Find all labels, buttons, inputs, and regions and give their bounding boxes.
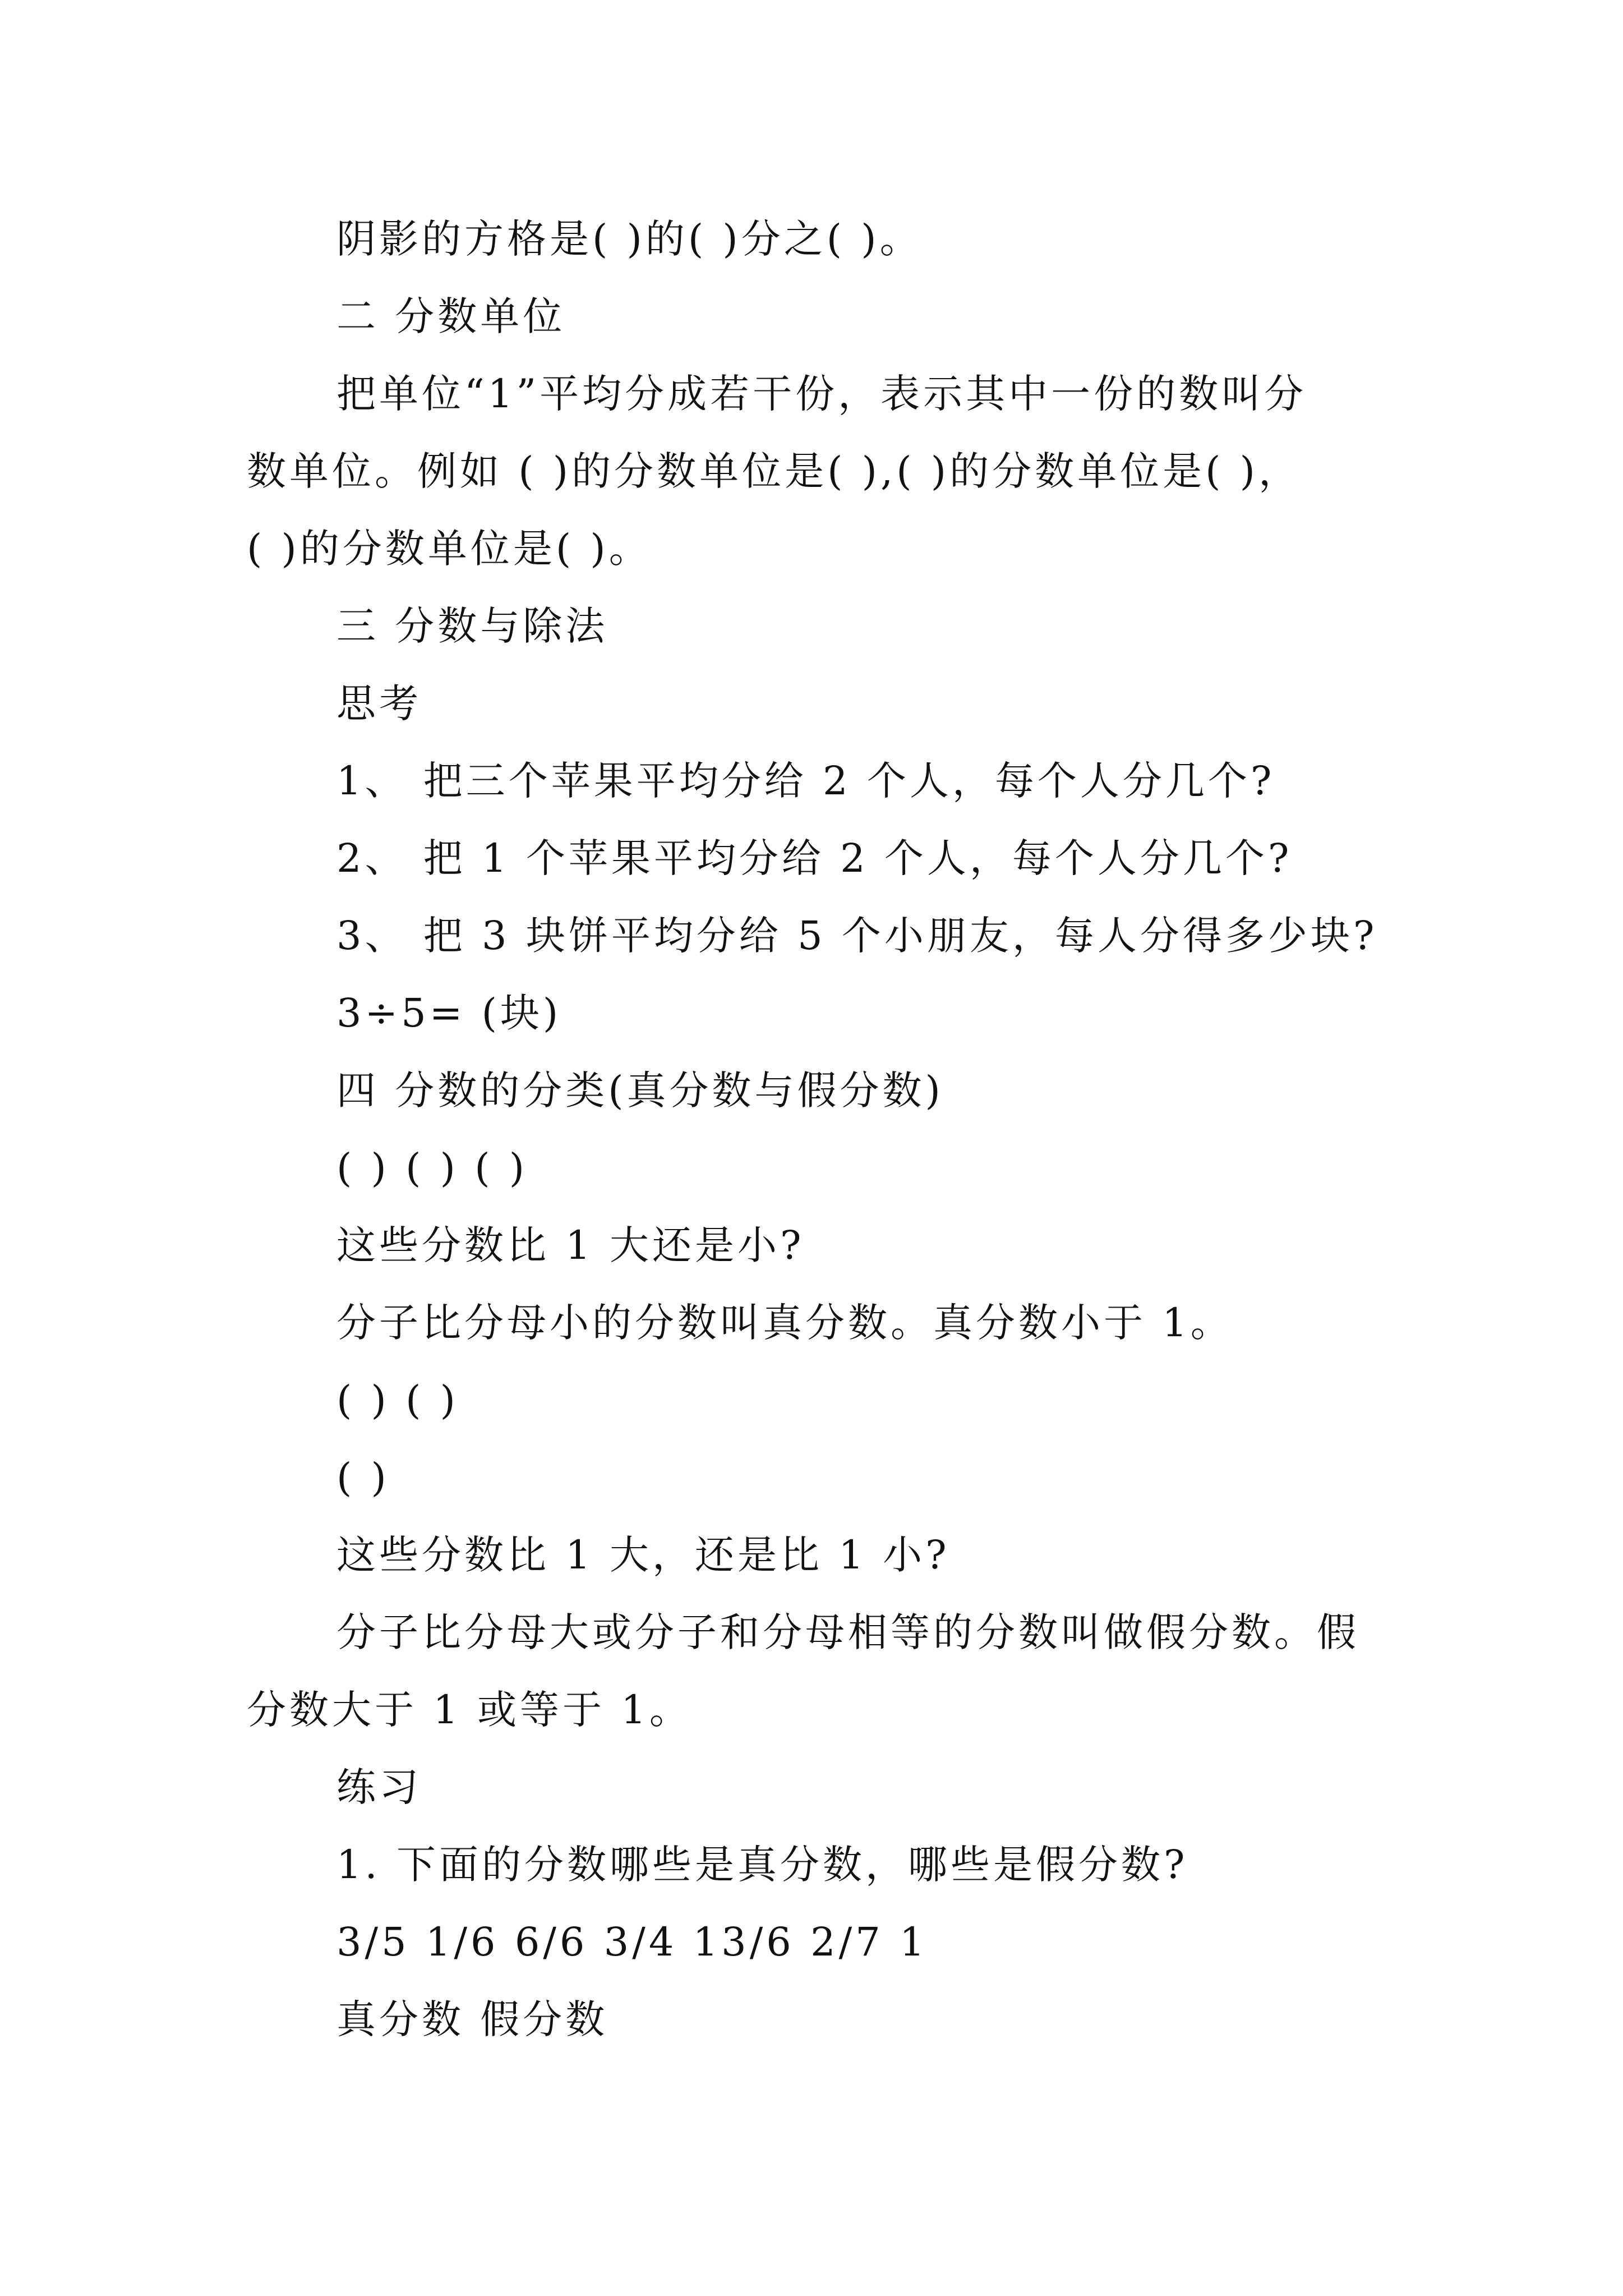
unit-definition-line-1: 把单位“1”平均分成若干份，表示其中一份的数叫分: [336, 371, 1307, 417]
improper-definition-line-1: 分子比分母大或分子和分母相等的分数叫做假分数。假: [336, 1609, 1359, 1655]
shaded-grid-question: 阴影的方格是( )的( )分之( )。: [336, 216, 923, 262]
compare-question-1: 这些分数比 1 大还是小?: [336, 1222, 805, 1268]
question-3: 3、 把 3 块饼平均分给 5 个小朋友，每人分得多少块?: [336, 913, 1378, 959]
practice-heading: 练习: [336, 1764, 422, 1810]
section-heading-division: 三 分数与除法: [336, 603, 608, 649]
proper-fraction-definition: 分子比分母小的分数叫真分数。真分数小于 1。: [336, 1300, 1233, 1346]
practice-question-1: 1. 下面的分数哪些是真分数，哪些是假分数?: [336, 1842, 1188, 1888]
improper-definition-line-2: 分数大于 1 或等于 1。: [247, 1687, 692, 1733]
section-heading-unit: 二 分数单位: [336, 293, 566, 339]
division-expression: 3÷5= (块): [336, 990, 562, 1036]
think-label: 思考: [336, 680, 422, 726]
blank-fractions-row-1: ( ) ( ) ( ): [336, 1145, 528, 1191]
blank-fractions-row-3: ( ): [336, 1455, 390, 1501]
blank-fractions-row-2: ( ) ( ): [336, 1377, 459, 1423]
unit-definition-line-2: 数单位。例如 ( )的分数单位是( ),( )的分数单位是( )，: [247, 448, 1301, 494]
answer-categories: 真分数 假分数: [336, 1996, 608, 2042]
question-1: 1、 把三个苹果平均分给 2 个人，每个人分几个?: [336, 758, 1275, 804]
section-heading-classify: 四 分数的分类(真分数与假分数): [336, 1068, 944, 1114]
compare-question-2: 这些分数比 1 大，还是比 1 小?: [336, 1532, 950, 1578]
question-2: 2、 把 1 个苹果平均分给 2 个人，每个人分几个?: [336, 835, 1293, 881]
unit-definition-line-3: ( )的分数单位是( )。: [247, 526, 652, 572]
fraction-list: 3/5 1/6 6/6 3/4 13/6 2/7 1: [336, 1919, 928, 1965]
